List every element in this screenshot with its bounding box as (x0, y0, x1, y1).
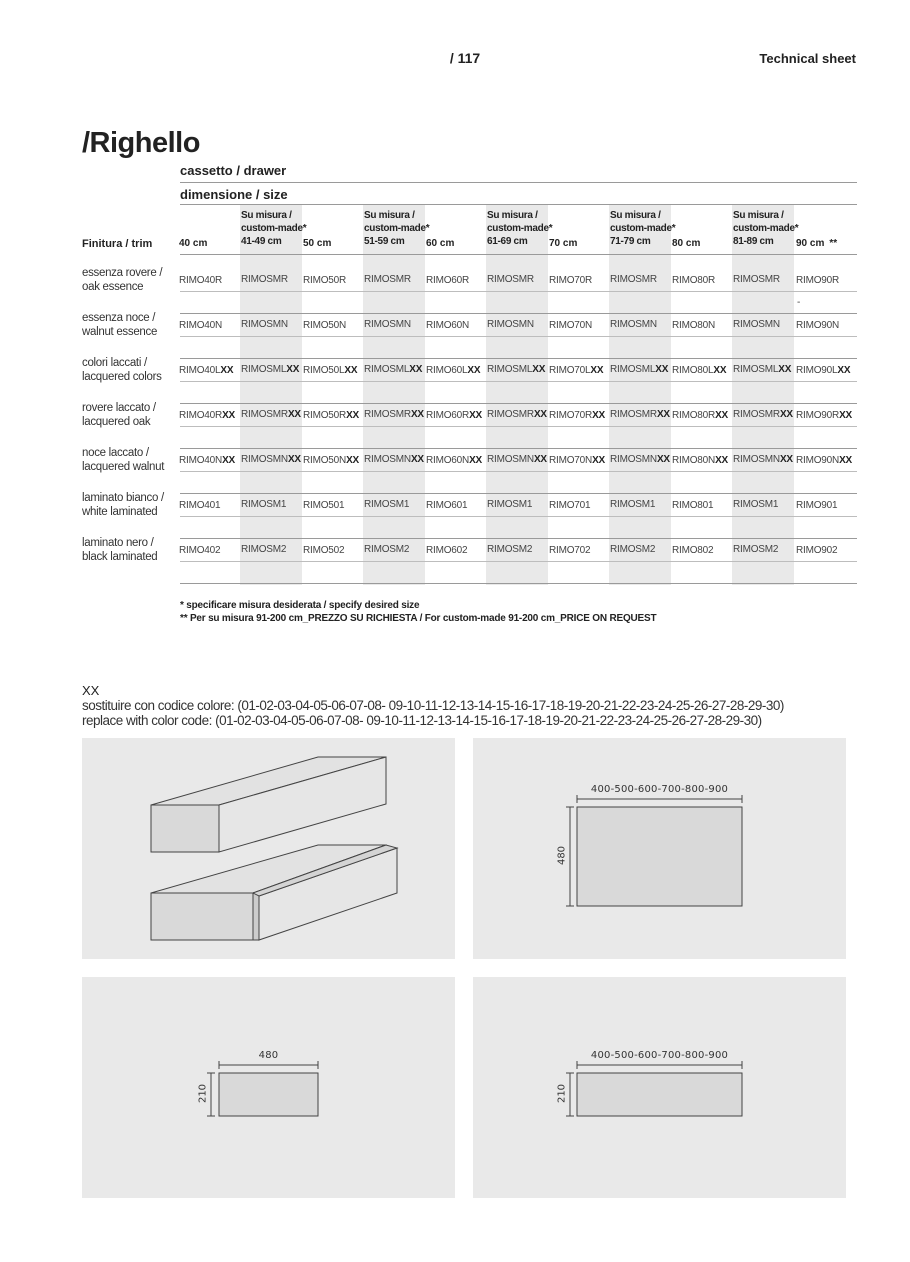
product-code: RIMO702 (549, 545, 591, 556)
product-code: RIMOSMNXX (487, 454, 547, 465)
product-code: RIMO80RXX (672, 410, 729, 421)
side-height-label: 210 (197, 1083, 209, 1104)
product-code: RIMO50R (303, 275, 347, 286)
custom-size-header (487, 209, 552, 248)
trim-label: laminato bianco / white laminated (82, 492, 164, 518)
product-code: RIMOSMLXX (487, 364, 546, 375)
row-rule (180, 493, 857, 494)
row-rule (180, 448, 857, 449)
product-code: RIMO90N (796, 320, 840, 331)
product-code: RIMOSMN (733, 319, 780, 330)
top-width-label: 400-500-600-700-800-900 (590, 784, 729, 795)
product-code: RIMOSMNXX (241, 454, 301, 465)
product-code: RIMO60N (426, 320, 470, 331)
size-header: 40 cm (179, 238, 208, 249)
product-code: RIMO50RXX (303, 410, 360, 421)
custom-header-line: custom-made* (487, 223, 553, 234)
product-code: RIMO602 (426, 545, 468, 556)
product-code: RIMOSMLXX (733, 364, 792, 375)
product-code: RIMO801 (672, 500, 714, 511)
note-custom-size: * specificare misura desiderata / specify desired size (180, 600, 420, 611)
trim-label: noce laccato / lacquered walnut (82, 447, 165, 473)
product-code: RIMOSMLXX (241, 364, 300, 375)
product-code: RIMO90RXX (796, 410, 853, 421)
product-code: RIMOSM1 (241, 499, 287, 510)
page-number: / 117 (449, 50, 481, 66)
product-title: /Righello (82, 127, 200, 159)
product-code: RIMO40LXX (179, 365, 234, 376)
custom-size-column (363, 205, 425, 585)
product-code: RIMOSM1 (364, 499, 410, 510)
custom-header-line: custom-made* (610, 223, 676, 234)
product-code: RIMO50NXX (303, 455, 360, 466)
row-rule (180, 583, 857, 584)
top-view-panel (473, 738, 846, 959)
product-code: RIMO701 (549, 500, 591, 511)
custom-header-line: Su misura / (610, 210, 661, 221)
product-code: RIMO80N (672, 320, 716, 331)
row-rule (180, 516, 857, 517)
custom-header-line: Su misura / (733, 210, 784, 221)
product-code: RIMOSM2 (241, 544, 287, 555)
product-code: RIMO902 (796, 545, 838, 556)
product-code: RIMOSM1 (487, 499, 533, 510)
product-code: RIMOSMNXX (733, 454, 793, 465)
custom-header-line: Su misura / (241, 210, 292, 221)
product-code: RIMO70N (549, 320, 593, 331)
product-code: RIMOSMLXX (610, 364, 669, 375)
custom-size-header (241, 209, 306, 248)
product-code: RIMOSM2 (364, 544, 410, 555)
product-code: RIMOSMN (241, 319, 288, 330)
trim-label: colori laccati / lacquered colors (82, 357, 162, 383)
product-code: RIMOSMN (610, 319, 657, 330)
size-header: 90 cm ** (796, 238, 838, 249)
top-view-drawing (473, 738, 846, 959)
product-code: RIMO50N (303, 320, 347, 331)
product-code: RIMO70NXX (549, 455, 606, 466)
product-code: RIMOSMR (364, 274, 411, 285)
note-price-request: ** Per su misura 91-200 cm_PREZZO SU RICHIESTA / For custom-made 91-200 cm_PRICE ON REQUEST (180, 613, 657, 624)
product-code: RIMOSM1 (733, 499, 779, 510)
product-code: RIMO80R (672, 275, 716, 286)
product-code: RIMO40NXX (179, 455, 236, 466)
row-rule (180, 538, 857, 539)
product-code: RIMOSMNXX (610, 454, 670, 465)
product-code: RIMOSM2 (610, 544, 656, 555)
product-code: RIMO601 (426, 500, 468, 511)
product-code: RIMO501 (303, 500, 345, 511)
product-code: RIMO802 (672, 545, 714, 556)
subtitle-size: dimensione / size (180, 187, 288, 202)
custom-header-line: custom-made* (364, 223, 430, 234)
product-code: RIMOSMR (241, 274, 288, 285)
product-code: RIMO60R (426, 275, 470, 286)
product-code: RIMOSMR (733, 274, 780, 285)
product-code: RIMOSMN (487, 319, 534, 330)
front-width-label: 400-500-600-700-800-900 (590, 1050, 729, 1061)
product-code: RIMO60NXX (426, 455, 483, 466)
front-view-panel (473, 977, 846, 1198)
product-code: RIMO901 (796, 500, 838, 511)
custom-header-line: Su misura / (487, 210, 538, 221)
product-code: RIMOSMR (610, 274, 657, 285)
custom-size-column (240, 205, 302, 585)
size-range: 41-49 cm (241, 236, 282, 247)
custom-header-line: custom-made* (241, 223, 307, 234)
color-code-line-it: sostituire con codice colore: (01-02-03-04-05-06-07-08- 09-10-11-12-13-14-15-16-17-18-19-20-21-22-23-24-25-26-27-28-29-30) (82, 698, 784, 713)
product-code: RIMO502 (303, 545, 345, 556)
trim-label: essenza rovere / oak essence (82, 267, 163, 293)
product-code: RIMO70RXX (549, 410, 606, 421)
price-request-mark: ** (829, 238, 838, 249)
side-view-panel (82, 977, 455, 1198)
product-code: RIMO90NXX (796, 455, 853, 466)
rule (180, 182, 857, 183)
product-code: RIMO60RXX (426, 410, 483, 421)
row-rule (180, 313, 857, 314)
product-code: RIMO80NXX (672, 455, 729, 466)
size-range: 81-89 cm (733, 236, 774, 247)
row-rule (180, 381, 857, 382)
size-header: 60 cm (426, 238, 455, 249)
product-code: RIMOSMNXX (364, 454, 424, 465)
product-code: RIMO90R (796, 275, 840, 286)
size-range: 61-69 cm (487, 236, 528, 247)
color-code-line-en: replace with color code: (01-02-03-04-05-06-07-08- 09-10-11-12-13-14-15-16-17-18-19-20-21-22-23-24-25-26-27-28-29-30) (82, 713, 762, 728)
size-header: 80 cm (672, 238, 701, 249)
product-code: RIMOSMN (364, 319, 411, 330)
front-height-label: 210 (556, 1083, 568, 1104)
product-code: RIMOSMR (487, 274, 534, 285)
product-code: RIMOSMRXX (364, 409, 424, 420)
product-code: RIMO80LXX (672, 365, 727, 376)
product-code: RIMO70R (549, 275, 593, 286)
product-code: RIMO60LXX (426, 365, 481, 376)
isometric-drawing-panel (82, 738, 455, 959)
trim-header: Finitura / trim (82, 238, 153, 250)
size-range: 71-79 cm (610, 236, 651, 247)
dash-mark: - (797, 297, 801, 308)
custom-size-column (732, 205, 794, 585)
row-rule (180, 426, 857, 427)
row-rule (180, 561, 857, 562)
color-code-label: XX (82, 683, 100, 698)
product-code: RIMO401 (179, 500, 221, 511)
product-code: RIMO402 (179, 545, 221, 556)
subtitle-drawer: cassetto / drawer (180, 163, 287, 178)
product-code: RIMOSMRXX (487, 409, 547, 420)
size-header: 70 cm (549, 238, 578, 249)
product-code: RIMO40RXX (179, 410, 236, 421)
row-rule (180, 358, 857, 359)
row-rule (180, 403, 857, 404)
custom-size-column (486, 205, 548, 585)
product-code: RIMOSMLXX (364, 364, 423, 375)
side-view-drawing (82, 977, 455, 1198)
size-range: 51-59 cm (364, 236, 405, 247)
trim-label: laminato nero / black laminated (82, 537, 158, 563)
custom-size-header (610, 209, 675, 248)
product-code: RIMOSM2 (733, 544, 779, 555)
custom-size-column (609, 205, 671, 585)
product-code: RIMO40N (179, 320, 223, 331)
top-depth-label: 480 (556, 845, 568, 866)
product-code: RIMOSMRXX (733, 409, 793, 420)
product-code: RIMO40R (179, 275, 223, 286)
product-code: RIMO70LXX (549, 365, 604, 376)
product-code: RIMOSM1 (610, 499, 656, 510)
row-rule (180, 336, 857, 337)
custom-size-header (733, 209, 798, 248)
product-code: RIMOSMRXX (610, 409, 670, 420)
custom-size-header (364, 209, 429, 248)
section-title: Technical sheet (759, 51, 856, 66)
row-rule (180, 291, 857, 292)
side-width-label: 480 (258, 1050, 279, 1061)
product-code: RIMO90LXX (796, 365, 851, 376)
custom-header-line: custom-made* (733, 223, 799, 234)
trim-label: rovere laccato / lacquered oak (82, 402, 156, 428)
custom-header-line: Su misura / (364, 210, 415, 221)
product-code: RIMOSMRXX (241, 409, 301, 420)
product-code: RIMOSM2 (487, 544, 533, 555)
row-rule (180, 471, 857, 472)
product-code: RIMO50LXX (303, 365, 358, 376)
trim-label: essenza noce / walnut essence (82, 312, 158, 338)
isometric-drawer-illustration (82, 738, 455, 959)
size-header: 50 cm (303, 238, 332, 249)
rule (180, 254, 857, 255)
front-view-drawing (473, 977, 846, 1198)
